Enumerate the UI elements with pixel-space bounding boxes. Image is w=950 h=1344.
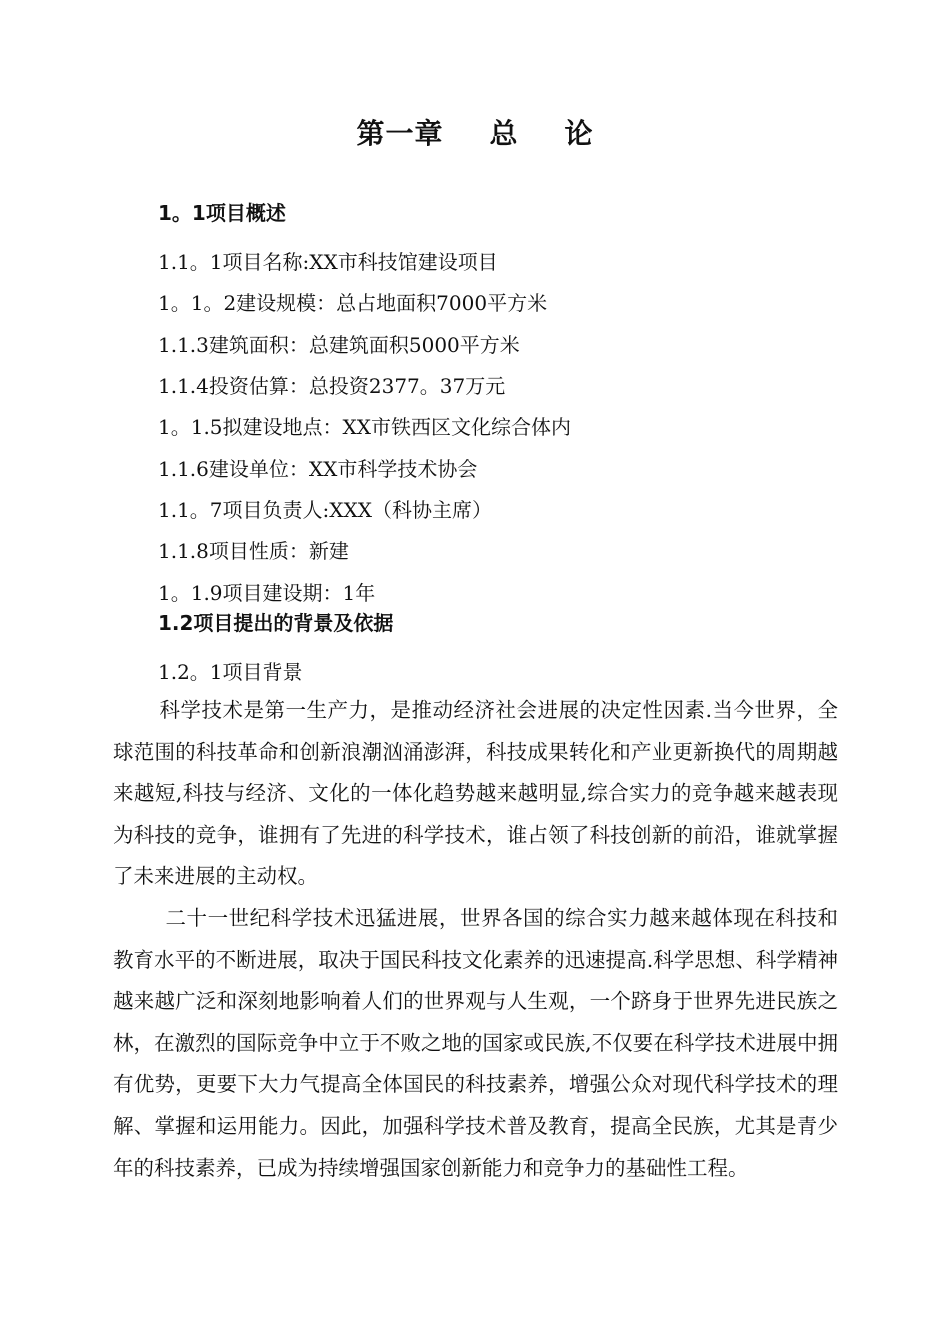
item-investment-estimate: 1.1.4投资估算：总投资2377。37万元 — [158, 374, 506, 398]
section-1-2-heading: 1.2项目提出的背景及依据 — [158, 611, 394, 635]
item-proposed-site: 1。1.5拟建设地点：XX市铁西区文化综合体内 — [158, 415, 572, 439]
item-construction-unit: 1.1.6建设单位：XX市科学技术协会 — [158, 457, 478, 481]
paragraph-1 — [113, 690, 838, 898]
item-project-nature: 1.1.8项目性质：新建 — [158, 539, 349, 563]
item-project-name: 1.1。1项目名称:XX市科技馆建设项目 — [158, 250, 498, 274]
item-building-area: 1.1.3建筑面积：总建筑面积5000平方米 — [158, 333, 520, 357]
section-1-1-heading: 1。1项目概述 — [158, 201, 286, 225]
paragraph-1-text: 科学技术是第一生产力，是推动经济社会进展的决定性因素.当今世界，全球范围的科技革命和创新浪潮汹涌澎湃，科技成果转化和产业更新换代的周期越来越短,科技与经济、文化的一体化趋势越来越明显,综合实力的竞争越来越表现为科技的竞争，谁拥有了先进的科学技术，谁占领了科技创新的前沿，谁就掌握了未来进展的主动权。 — [113, 698, 838, 889]
chapter-number: 第一章 — [356, 117, 444, 150]
paragraph-2 — [113, 898, 838, 1189]
chapter-word-2: 论 — [564, 117, 594, 150]
subsection-1-2-1-heading: 1.2。1项目背景 — [158, 660, 303, 684]
item-construction-scale: 1。1。2建设规模：总占地面积7000平方米 — [158, 291, 548, 315]
paragraph-2-text: 二十一世纪科学技术迅猛进展，世界各国的综合实力越来越体现在科技和教育水平的不断进展，取决于国民科技文化素养的迅速提高.科学思想、科学精神越来越广泛和深刻地影响着人们的世界观与人生观，一个跻身于世界先进民族之林，在激烈的国际竞争中立于不败之地的国家或民族,不仅要在科学技术进展中拥有优势，更要下大力气提高全体国民的科技素养，增强公众对现代科学技术的理解、掌握和运用能力。因此，加强科学技术普及教育，提高全民族，尤其是青少年的科技素养，已成为持续增强国家创新能力和竞争力的基础性工程。 — [113, 906, 838, 1180]
item-project-leader: 1.1。7项目负责人:XXX（科协主席） — [158, 498, 492, 522]
chapter-word-1: 总 — [489, 117, 519, 150]
chapter-title — [0, 112, 950, 152]
item-construction-period: 1。1.9项目建设期：1年 — [158, 581, 376, 605]
